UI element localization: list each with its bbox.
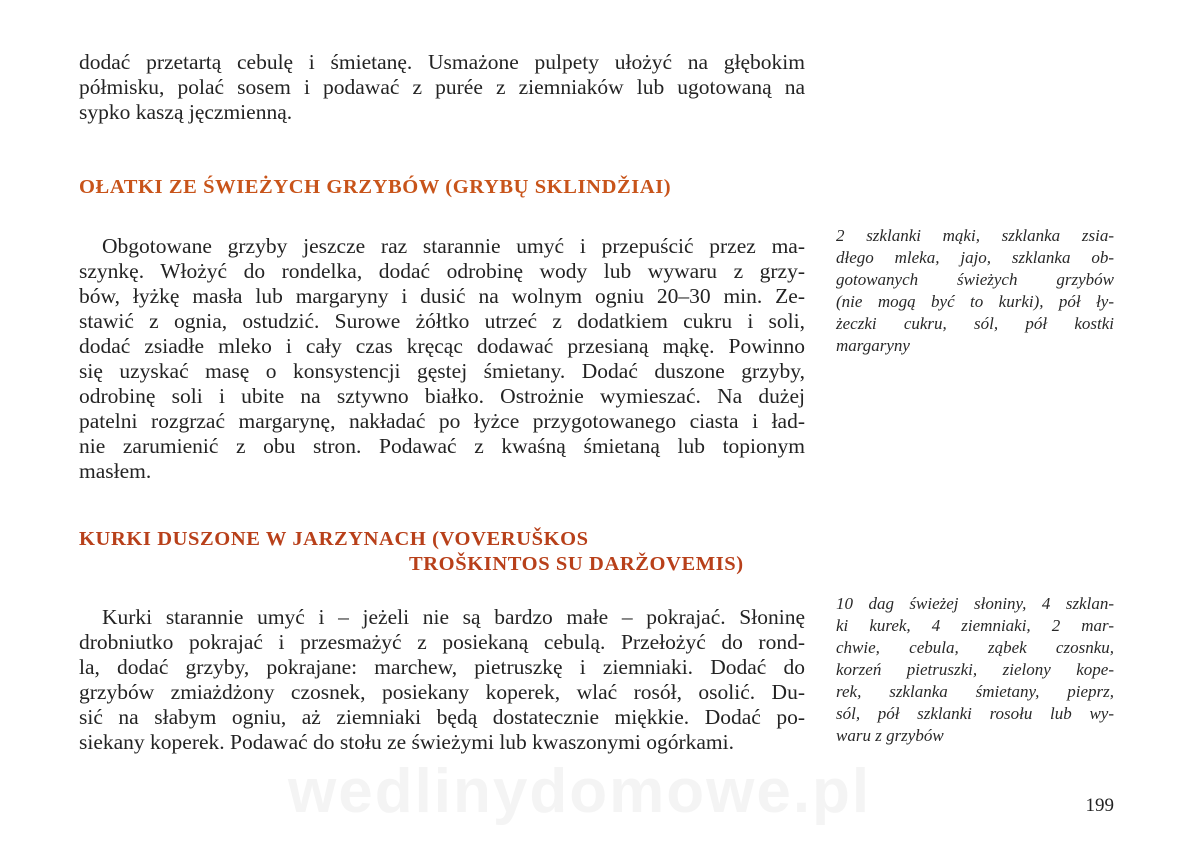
text-line: szynkę. Włożyć do rondelka, dodać odrobinę wody lub wywaru z grzy- — [79, 259, 805, 283]
page-number: 199 — [1085, 795, 1114, 816]
ingredient-line: korzeń pietruszki, zielony kope- — [836, 660, 1114, 679]
text-line: drobniutko pokrajać i przesmażyć z posiekaną cebulą. Przełożyć do rond- — [79, 630, 805, 654]
text-line: bów, łyżkę masła lub margaryny i dusić na wolnym ogniu 20–30 min. Ze- — [79, 284, 805, 308]
watermark: wedlinydomowe.pl — [288, 757, 872, 826]
ingredient-line: (nie mogą być to kurki), pół ły- — [836, 292, 1114, 311]
text-line: siekany koperek. Podawać do stołu ze świeżymi lub kwaszonymi ogórkami. — [79, 730, 735, 754]
text-line: la, dodać grzyby, pokrajane: marchew, pietruszkę i ziemniaki. Dodać do — [79, 655, 805, 679]
text-line: sić na słabym ogniu, aż ziemniaki będą dostatecznie miękkie. Dodać po- — [79, 705, 805, 729]
text-line: Obgotowane grzyby jeszcze raz starannie umyć i przepuścić przez ma- — [102, 234, 805, 258]
text-line: nie zarumienić z obu stron. Podawać z kwaśną śmietaną lub topionym — [79, 434, 805, 458]
recipe-title: OŁATKI ZE ŚWIEŻYCH GRZYBÓW (GRYBŲ SKLINDŽIAI) — [79, 176, 672, 198]
text-line: stawić z ognia, ostudzić. Surowe żółtko utrzeć z dodatkiem cukru i soli, — [79, 309, 805, 333]
text-line: odrobinę soli i ubite na sztywno białko. Ostrożnie wymieszać. Na dużej — [79, 384, 805, 408]
ingredient-line: waru z grzybów — [836, 726, 944, 745]
recipe-title-continued: TROŠKINTOS SU DARŽOVEMIS) — [409, 553, 744, 575]
ingredient-line: sól, pół szklanki rosołu lub wy- — [836, 704, 1114, 723]
text-line: masłem. — [79, 459, 152, 483]
ingredient-line: margaryny — [836, 336, 910, 355]
text-line: patelni rozgrzać margarynę, nakładać po łyżce przygotowanego ciasta i ład- — [79, 409, 805, 433]
ingredient-line: gotowanych świeżych grzybów — [836, 270, 1114, 289]
text-line: się uzyskać masę o konsystencji gęstej śmietany. Dodać duszone grzyby, — [79, 359, 805, 383]
text-line: Kurki starannie umyć i – jeżeli nie są bardzo małe – pokrajać. Słoninę — [102, 605, 805, 629]
text-line: półmisku, polać sosem i podawać z purée z ziemniaków lub ugotowaną na — [79, 75, 805, 99]
text-line: grzybów zmiażdżony czosnek, posiekany koperek, wlać rosół, osolić. Du- — [79, 680, 805, 704]
text-line: sypko kaszą jęczmienną. — [79, 100, 293, 124]
ingredient-line: żeczki cukru, sól, pół kostki — [836, 314, 1114, 333]
ingredient-line: rek, szklanka śmietany, pieprz, — [836, 682, 1114, 701]
text-line: dodać zsiadłe mleko i cały czas kręcąc dodawać przesianą mąkę. Powinno — [79, 334, 805, 358]
text-line: dodać przetartą cebulę i śmietanę. Usmażone pulpety ułożyć na głębokim — [79, 50, 805, 74]
ingredient-line: chwie, cebula, ząbek czosnku, — [836, 638, 1114, 657]
ingredient-line: 2 szklanki mąki, szklanka zsia- — [836, 226, 1114, 245]
ingredient-line: dłego mleka, jajo, szklanka ob- — [836, 248, 1114, 267]
ingredient-line: 10 dag świeżej słoniny, 4 szklan- — [836, 594, 1114, 613]
ingredient-line: ki kurek, 4 ziemniaki, 2 mar- — [836, 616, 1114, 635]
recipe-title: KURKI DUSZONE W JARZYNACH (VOVERUŠKOS — [79, 528, 589, 550]
